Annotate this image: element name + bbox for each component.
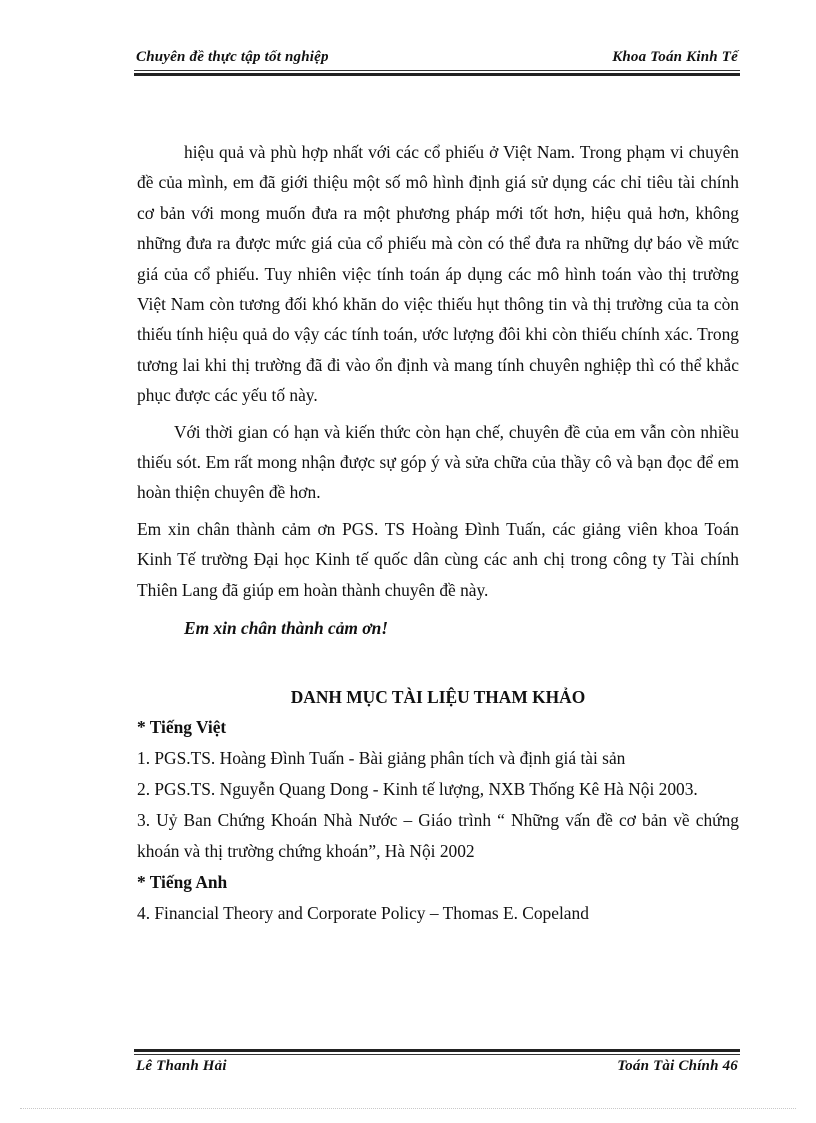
footer-class: Toán Tài Chính 46 <box>617 1058 738 1074</box>
thanks-line: Em xin chân thành cảm ơn! <box>184 618 389 639</box>
header-rule-thick <box>134 73 740 76</box>
reference-item: 2. PGS.TS. Nguyễn Quang Dong - Kinh tế lượng, NXB Thống Kê Hà Nội 2003. <box>137 778 698 799</box>
footer-rule-thick <box>134 1049 740 1052</box>
document-body <box>137 137 739 929</box>
paragraph-acknowledgement: Em xin chân thành cảm ơn PGS. TS Hoàng Đình Tuấn, các giảng viên khoa Toán Kinh Tế trường Đại học Kinh tế quốc dân cùng các anh chị trong công ty Tài chính Thiên Lang đã giúp em hoàn thành chuyên đề này. <box>137 518 739 600</box>
footer-author: Lê Thanh Hải <box>136 1058 227 1074</box>
references-english-heading: * Tiếng Anh <box>137 871 228 892</box>
header-rule <box>134 70 740 71</box>
references-vietnamese-heading: * Tiếng Việt <box>137 716 227 737</box>
footer-rule <box>134 1054 740 1055</box>
references-title: DANH MỤC TÀI LIỆU THAM KHẢO <box>290 686 586 707</box>
reference-item: 3. Uỷ Ban Chứng Khoán Nhà Nước – Giáo trình “ Những vấn đề cơ bản về chứng khoán và thị trường chứng khoán”, Hà Nội 2002 <box>137 809 739 861</box>
reference-item: 1. PGS.TS. Hoàng Đình Tuấn - Bài giảng phân tích và định giá tài sản <box>137 747 626 768</box>
page-footer <box>134 1049 740 1079</box>
page-header <box>134 47 740 71</box>
paragraph-limitations: Với thời gian có hạn và kiến thức còn hạn chế, chuyên đề của em vẫn còn nhiều thiếu sót. Em rất mong nhận được sự góp ý và sửa chữa của thầy cô và bạn đọc để em hoàn thiện chuyên đề hơn. <box>137 421 739 503</box>
paragraph-conclusion: hiệu quả và phù hợp nhất với các cổ phiếu ở Việt Nam. Trong phạm vi chuyên đề của mình, em đã giới thiệu một số mô hình định giá sử dụng các chỉ tiêu tài chính cơ bản với mong muốn đưa ra một phương pháp mới tốt hơn, hiệu quả hơn, không những đưa ra được mức giá của cổ phiếu mà còn có thể đưa ra những dự báo về mức giá của cổ phiếu. Tuy nhiên việc tính toán áp dụng các mô hình toán vào thị trường Việt Nam còn tương đối khó khăn do việc thiếu hụt thông tin và thị trường của ta còn thiếu tính hiệu quả do vậy các tính toán, ước lượng đôi khi còn thiếu chính xác. Trong tương lai khi thị trường đã đi vào ổn định và mang tính chuyên nghiệp thì có thể khắc phục được các yếu tố này. <box>137 142 739 406</box>
reference-item: 4. Financial Theory and Corporate Policy – Thomas E. Copeland <box>137 902 589 923</box>
page-bottom-dotted-line <box>20 1108 796 1109</box>
header-right-text: Khoa Toán Kinh Tế <box>612 49 738 65</box>
header-left-text: Chuyên đề thực tập tốt nghiệp <box>136 49 329 65</box>
